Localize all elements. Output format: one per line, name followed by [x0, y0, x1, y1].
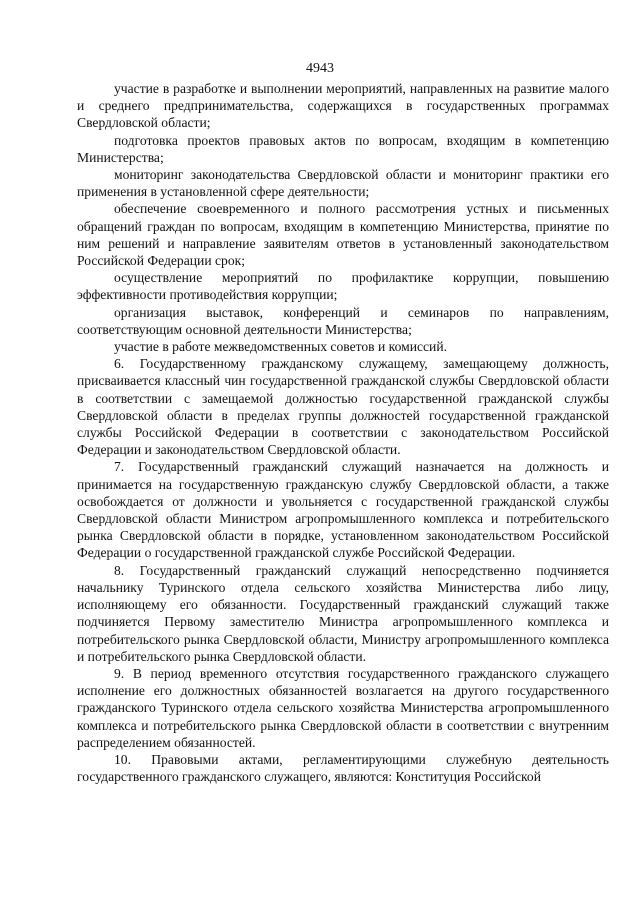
paragraph: обеспечение своевременного и полного рассмотрения устных и письменных обращений граждан по вопросам, входящим в компетенцию Министерства, принятие по ним решений и направление заявителям ответов в установленный законодательством Российской Федерации срок; — [77, 201, 609, 269]
paragraph: 7. Государственный гражданский служащий назначается на должность и принимается на государственную гражданскую службу Свердловской области, а также освобождается от должности и увольняется с государственной гражданской службы Свердловской области Министром агропромышленного комплекса и потребительского рынка Свердловской области в порядке, установленном законодательством Российской Федерации о государственной гражданской службе Российской Федерации. — [77, 459, 609, 561]
paragraph: подготовка проектов правовых актов по вопросам, входящим в компетенцию Министерства; — [77, 132, 609, 165]
paragraph: участие в разработке и выполнении мероприятий, направленных на развитие малого и среднего предпринимательства, содержащихся в государственных программах Свердловской области; — [77, 81, 609, 131]
paragraph: участие в работе межведомственных советов и комиссий. — [114, 339, 447, 355]
document-body — [77, 80, 609, 785]
page-number: 4943 — [306, 61, 334, 76]
paragraph: 8. Государственный гражданский служащий непосредственно подчиняется начальнику Туринского отдела сельского хозяйства Министерства либо лицу, исполняющему его обязанности. Государственный гражданский служащий также подчиняется Первому заместителю Министра агропромышленного комплекса и потребительского рынка Свердловской области, Министру агропромышленного комплекса и потребительского рынка Свердловской области. — [77, 562, 609, 664]
paragraph: мониторинг законодательства Свердловской области и мониторинг практики его применения в установленной сфере деятельности; — [77, 167, 609, 200]
paragraph: организация выставок, конференций и семинаров по направлениям, соответствующим основной деятельности Министерства; — [77, 304, 609, 337]
paragraph: 9. В период временного отсутствия государственного гражданского служащего исполнение его должностных обязанностей возлагается на другого государственного гражданского Туринского отдела сельского хозяйства Министерства агропромышленного комплекса и потребительского рынка Свердловской области в соответствии с внутренним распределением обязанностей. — [77, 665, 609, 750]
paragraph: осуществление мероприятий по профилактике коррупции, повышению эффективности противодействия коррупции; — [77, 270, 609, 303]
paragraph: 6. Государственному гражданскому служащему, замещающему должность, присваивается классный чин государственной гражданской службы Свердловской области в соответствии с замещаемой должностью государственной гражданской службы Свердловской области в пределах группы должностей государственной гражданской службы Российской Федерации в соответствии с законодательством Российской Федерации и законодательством Свердловской области. — [77, 356, 609, 458]
paragraph: 10. Правовыми актами, регламентирующими служебную деятельность государственного гражданского служащего, являются: Конституция Российской — [77, 751, 609, 785]
